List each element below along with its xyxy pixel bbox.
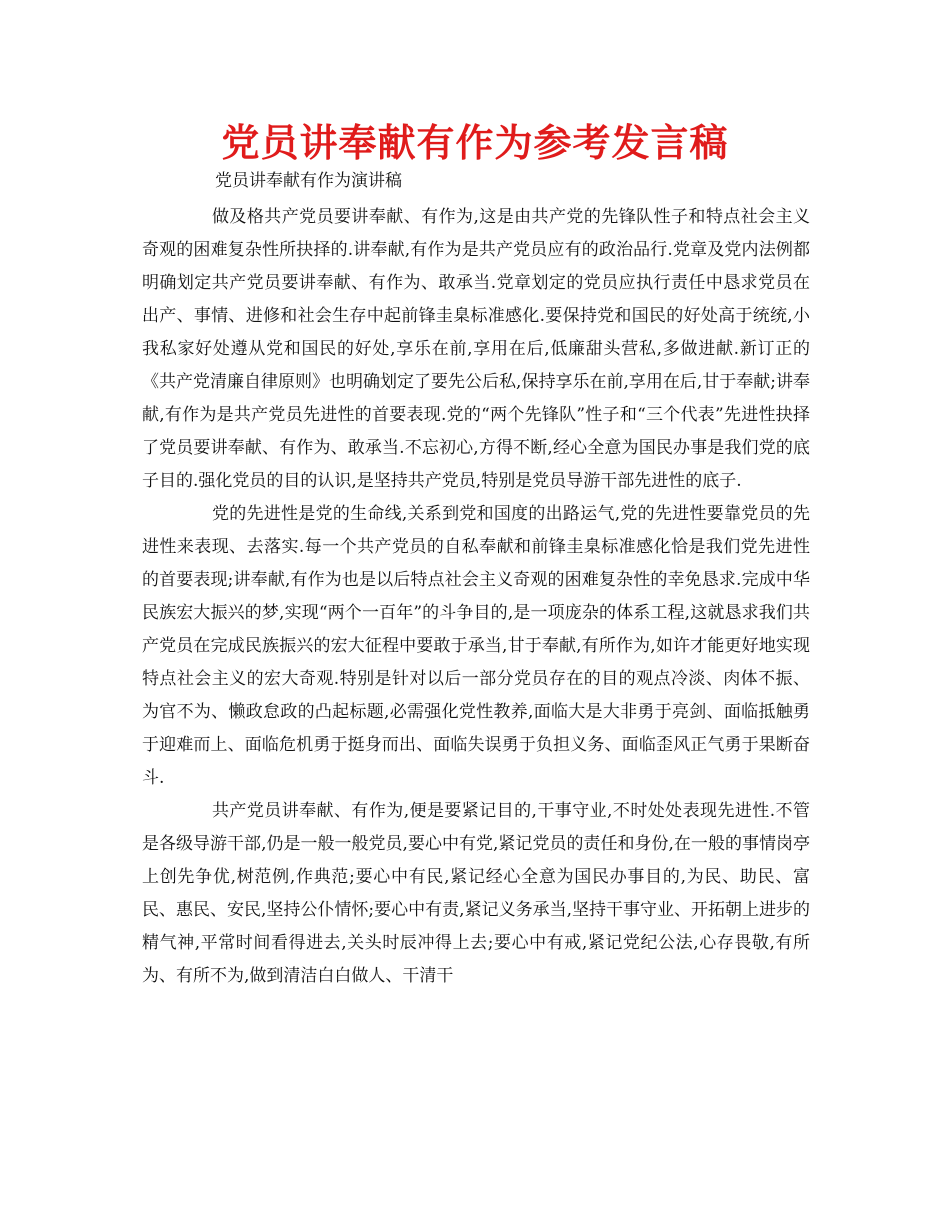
page-subtitle: 党员讲奉献有作为演讲稿	[215, 171, 402, 191]
page-title: 党员讲奉献有作为参考发言稿	[221, 121, 729, 165]
body-text	[142, 201, 810, 993]
paragraph-3: 共产党员讲奉献、有作为,便是要紧记目的,干事守业,不时处处表现先进性.不管是各级导游干部,仍是一般一般党员,要心中有党,紧记党员的责任和身份,在一般的事情岗亭上创先争优,树范例,作典范;要心中有民,紧记经心全意为国民办事目的,为民、助民、富民、惠民、安民,坚持公仆情怀;要心中有责,紧记义务承当,坚持干事守业、开拓朝上进步的精气神,平常时间看得进去,关头时辰冲得上去;要心中有戒,紧记党纪公法,心存畏敬,有所为、有所不为,做到清洁白白做人、干清干	[142, 801, 810, 986]
paragraph-1: 做及格共产党员要讲奉献、有作为,这是由共产党的先锋队性子和特点社会主义奇观的困难复杂性所抉择的.讲奉献,有作为是共产党员应有的政治品行.党章及党内法例都明确划定共产党员要讲奉献、有作为、敢承当.党章划定的党员应执行责任中恳求党员在出产、事情、进修和社会生存中起前锋圭臬标准感化.要保持党和国民的好处高于统统,小我私家好处遵从党和国民的好处,享乐在前,享用在后,低廉甜头营私,多做进献.新订正的《共产党清廉自律原则》也明确划定了要先公后私,保持享乐在前,享用在后,甘于奉献;讲奉献,有作为是共产党员先进性的首要表现.党的“两个先锋队”性子和“三个代表”先进性抉择了党员要讲奉献、有作为、敢承当.不忘初心,方得不断,经心全意为国民办事是我们党的底子目的.强化党员的目的认识,是坚持共产党员,特别是党员导游干部先进性的底子.	[142, 207, 810, 491]
paragraph-2: 党的先进性是党的生命线,关系到党和国度的出路运气,党的先进性要靠党员的先进性来表现、去落实.每一个共产党员的自私奉献和前锋圭臬标准感化恰是我们党先进性的首要表现;讲奉献,有作为也是以后特点社会主义奇观的困难复杂性的幸免恳求.完成中华民族宏大振兴的梦,实现“两个一百年”的斗争目的,是一项庞杂的体系工程,这就恳求我们共产党员在完成民族振兴的宏大征程中要敢于承当,甘于奉献,有所作为,如许才能更好地实现特点社会主义的宏大奇观.特别是针对以后一部分党员存在的目的观点冷淡、肉体不振、为官不为、懒政怠政的凸起标题,必需强化党性教养,面临大是大非勇于亮剑、面临抵触勇于迎难而上、面临危机勇于挺身而出、面临失误勇于负担义务、面临歪风正气勇于果断奋斗.	[142, 504, 810, 788]
